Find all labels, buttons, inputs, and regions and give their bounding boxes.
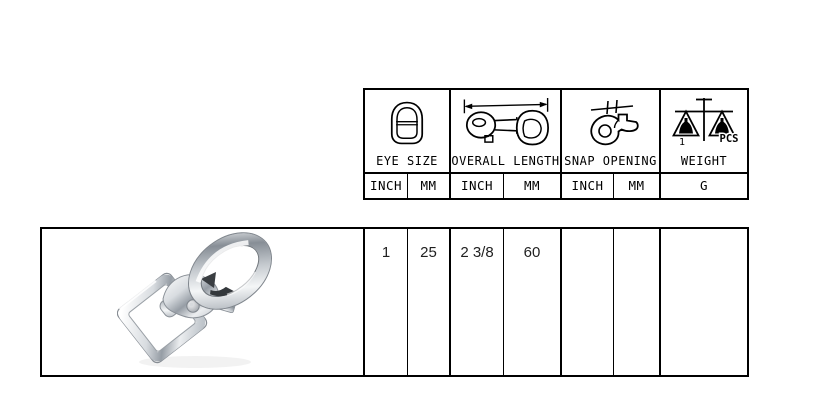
value-overall-length-inch: 2 3/8 <box>449 229 503 375</box>
weight-icon-left-label: 1 <box>678 136 686 148</box>
section-overall-length <box>449 90 560 172</box>
value-snap-opening-mm <box>613 229 659 375</box>
unit-overall-mm: MM <box>503 172 560 198</box>
value-eye-size-mm: 25 <box>407 229 449 375</box>
section-eye-size <box>365 90 449 172</box>
value-overall-length-mm: 60 <box>503 229 560 375</box>
spec-header-table <box>363 88 749 200</box>
unit-weight-g: G <box>659 172 747 198</box>
section-weight <box>659 90 747 172</box>
weight-icon-right-label: PCS <box>719 132 739 145</box>
section-label-eye-size: EYE SIZE <box>376 154 438 168</box>
section-label-weight: WEIGHT <box>680 154 728 168</box>
unit-eye-mm: MM <box>407 172 449 198</box>
eye-size-icon <box>365 90 449 155</box>
value-snap-opening-inch <box>560 229 613 375</box>
unit-snap-inch: INCH <box>560 172 613 198</box>
section-snap-opening <box>560 90 659 172</box>
unit-overall-inch: INCH <box>449 172 503 198</box>
section-label-overall-length: OVERALL LENGTH <box>451 154 560 168</box>
unit-snap-mm: MM <box>613 172 659 198</box>
product-row-table <box>40 227 749 377</box>
weight-icon <box>661 90 747 155</box>
product-photo-snap-hook <box>117 229 289 375</box>
value-eye-size-inch: 1 <box>363 229 407 375</box>
overall-length-icon <box>451 90 560 155</box>
snap-opening-icon <box>562 90 659 155</box>
value-weight-g <box>659 229 747 375</box>
unit-eye-inch: INCH <box>365 172 407 198</box>
product-image-cell <box>42 229 363 375</box>
section-label-snap-opening: SNAP OPENING <box>564 154 657 168</box>
